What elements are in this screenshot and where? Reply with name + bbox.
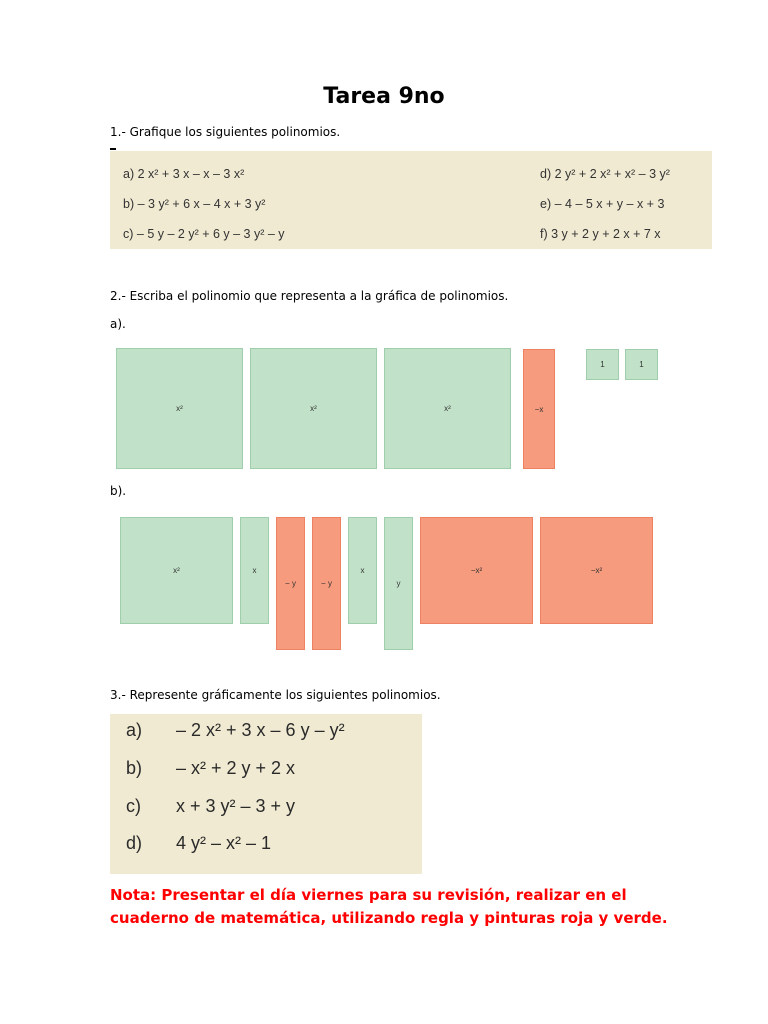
tile-x: x bbox=[348, 517, 377, 624]
q1-item-f: f) 3 y + 2 y + 2 x + 7 x bbox=[540, 227, 661, 241]
q3-item-c: c) x + 3 y² – 3 + y bbox=[126, 796, 296, 816]
q2-heading: 2.- Escriba el polinomio que representa a la gráfica de polinomios. bbox=[110, 289, 509, 303]
tile-neg-x2: −x² bbox=[540, 517, 653, 624]
q1-item-e: e) – 4 – 5 x + y – x + 3 bbox=[540, 197, 665, 211]
tile-neg-x: −x bbox=[523, 349, 555, 469]
tile-neg-x2: −x² bbox=[420, 517, 533, 624]
q3-item-a: a) – 2 x² + 3 x – 6 y – y² bbox=[126, 720, 345, 740]
q2-part-a-label: a). bbox=[110, 317, 126, 331]
q1-item-a: a) 2 x² + 3 x – x – 3 x² bbox=[123, 167, 245, 181]
tile-neg-y: − y bbox=[276, 517, 305, 650]
tile-unit: 1 bbox=[625, 349, 658, 380]
q1-exercise-box bbox=[110, 151, 712, 249]
q1-item-c: c) – 5 y – 2 y² + 6 y – 3 y² – y bbox=[123, 227, 285, 241]
page-title: Tarea 9no bbox=[323, 84, 445, 109]
tile-x2: x² bbox=[120, 517, 233, 624]
tile-neg-y: − y bbox=[312, 517, 341, 650]
tile-x2: x² bbox=[384, 348, 511, 469]
q1-heading: 1.- Grafique los siguientes polinomios. bbox=[110, 125, 341, 139]
q3-item-b: b) – x² + 2 y + 2 x bbox=[126, 758, 296, 778]
q1-item-d: d) 2 y² + 2 x² + x² – 3 y² bbox=[540, 167, 670, 181]
tile-x: x bbox=[240, 517, 269, 624]
q3-exercise-box bbox=[110, 714, 422, 874]
cut-mark bbox=[110, 148, 116, 150]
tile-x2: x² bbox=[116, 348, 243, 469]
tile-unit: 1 bbox=[586, 349, 619, 380]
q1-item-b: b) – 3 y² + 6 x – 4 x + 3 y² bbox=[123, 197, 266, 211]
q2-part-b-label: b). bbox=[110, 484, 127, 498]
note-text: Nota: Presentar el día viernes para su revisión, realizar en el cuaderno de matemática, utilizando regla y pinturas roja y verde. bbox=[110, 886, 668, 927]
tile-y: y bbox=[384, 517, 413, 650]
q3-heading: 3.- Represente gráficamente los siguientes polinomios. bbox=[110, 688, 441, 702]
q3-item-d: d) 4 y² – x² – 1 bbox=[126, 833, 272, 853]
tile-x2: x² bbox=[250, 348, 377, 469]
